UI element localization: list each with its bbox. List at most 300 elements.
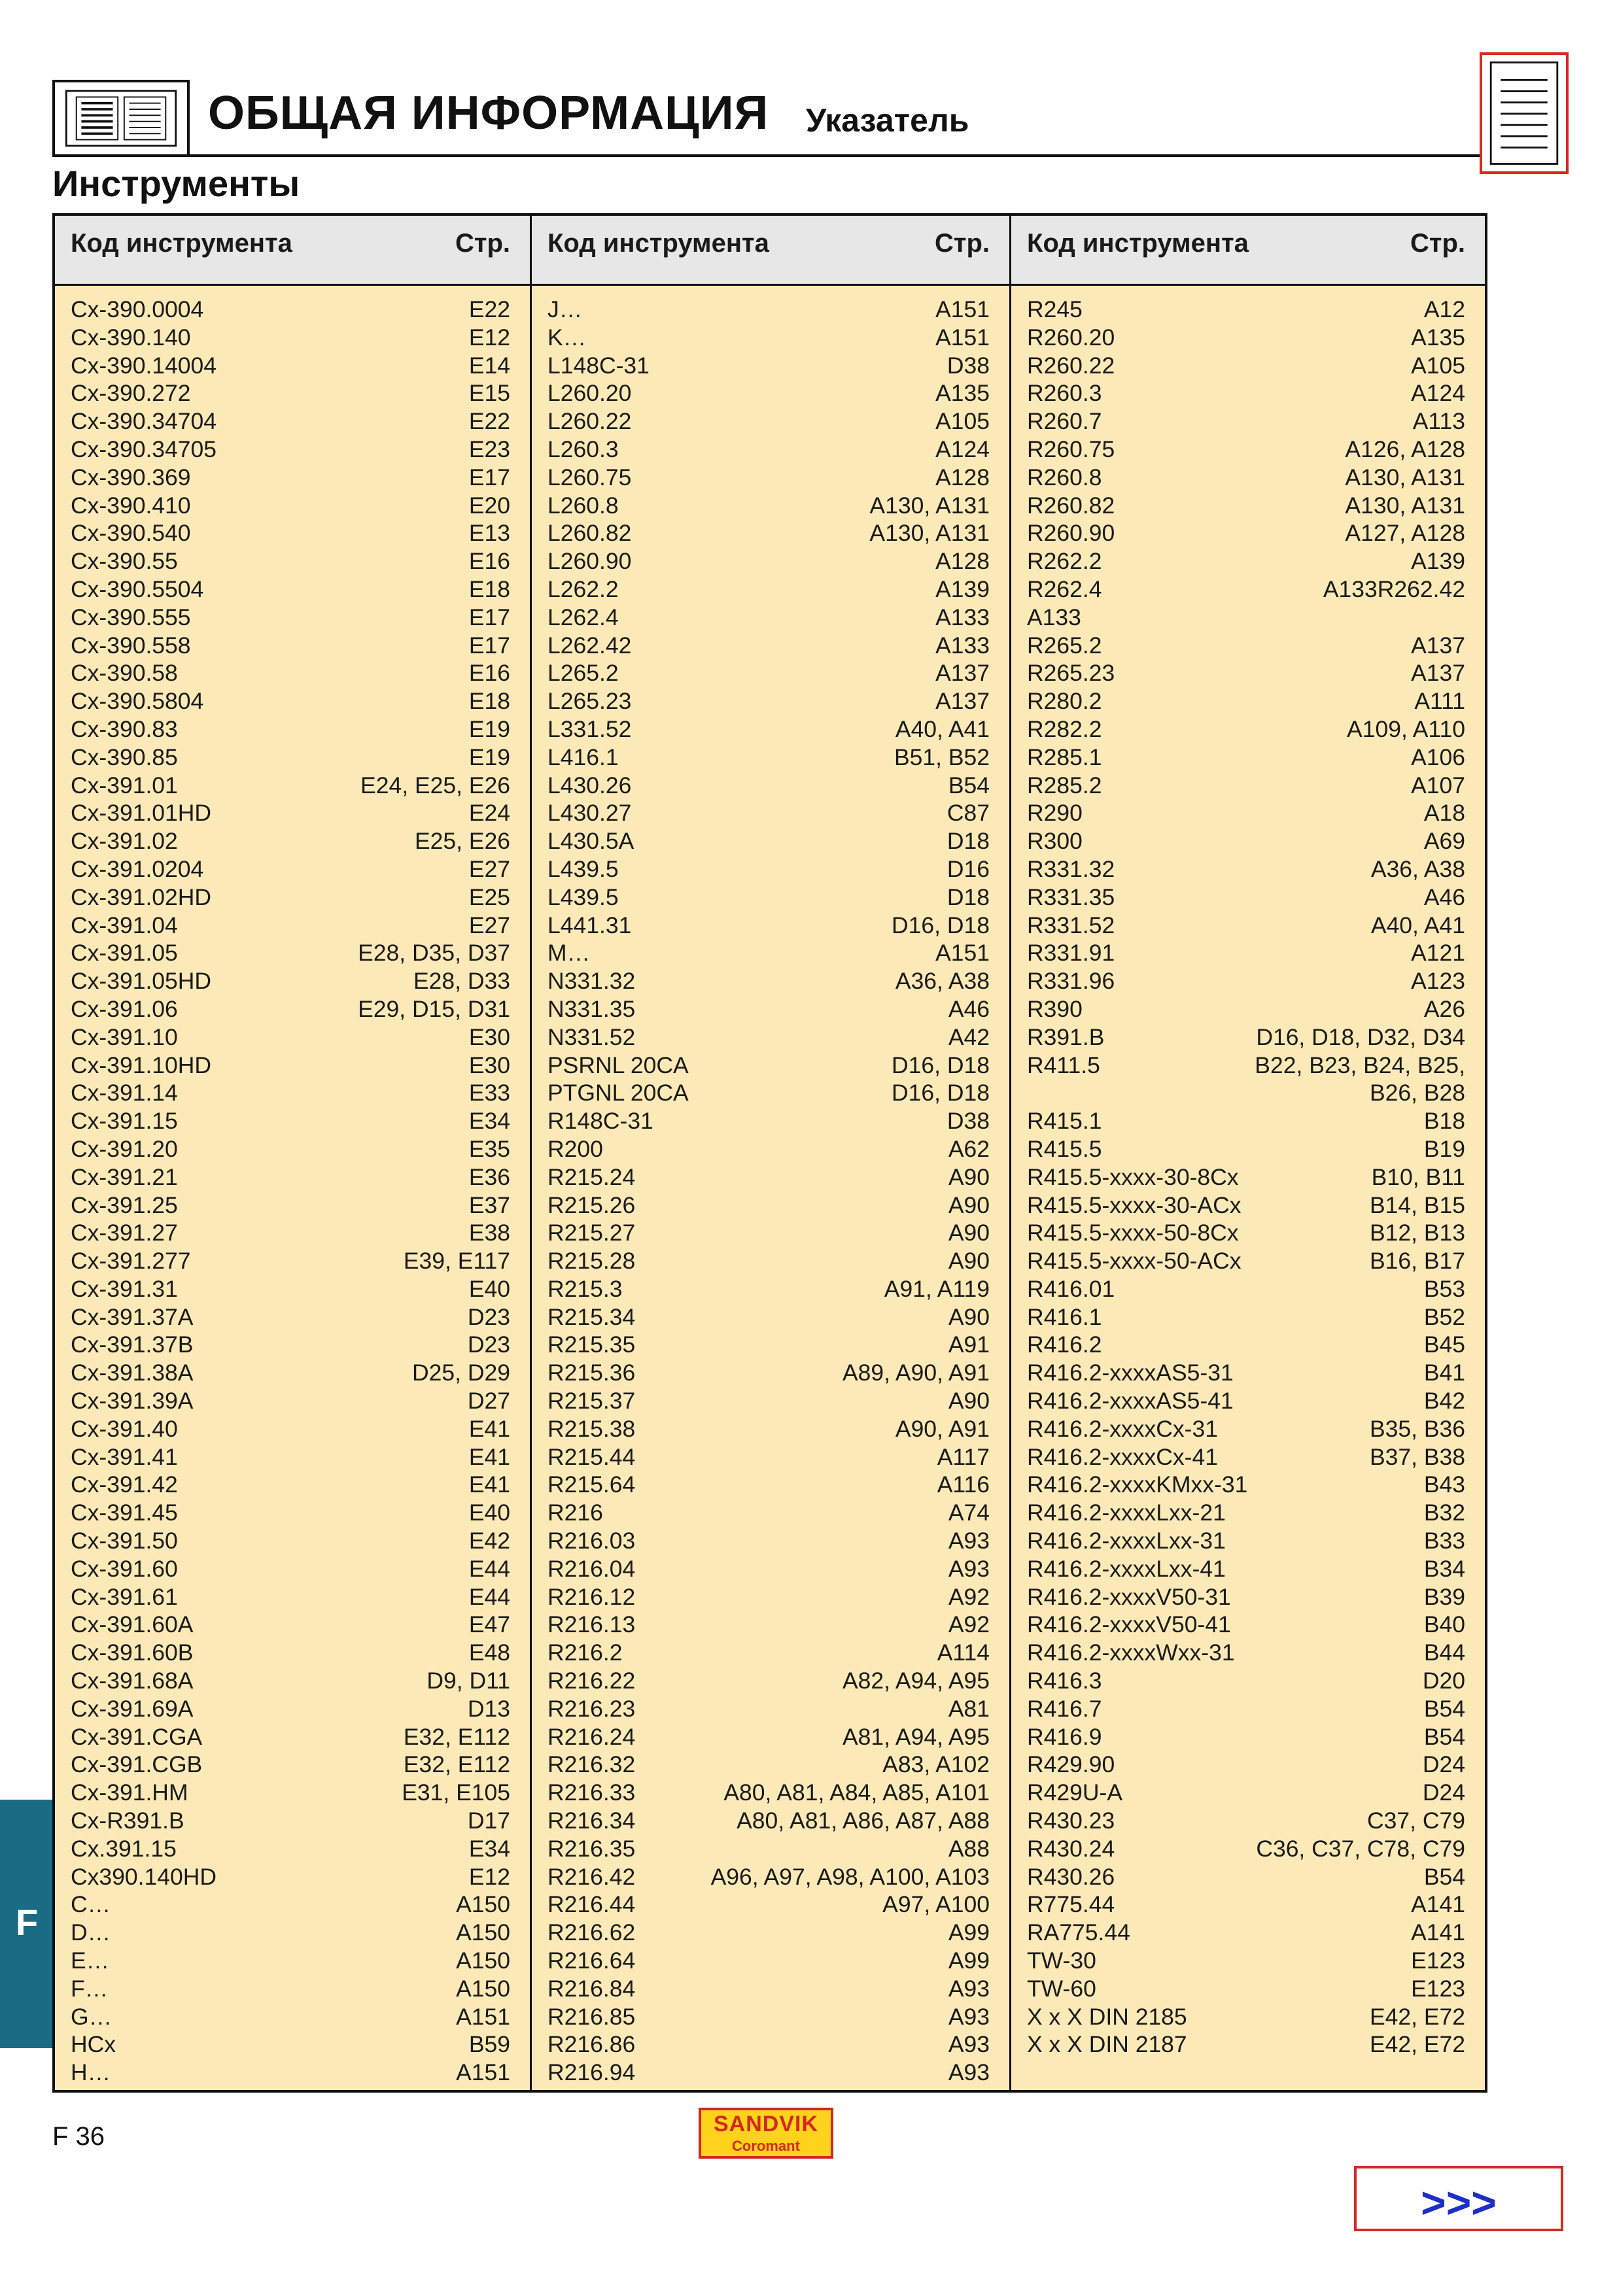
page-ref[interactable]: B42 xyxy=(1423,1388,1465,1414)
page-ref[interactable]: A117 xyxy=(937,1443,990,1470)
page-ref[interactable]: A93 xyxy=(948,1528,990,1554)
page-ref[interactable]: A133 xyxy=(935,604,990,630)
page-ref[interactable]: B54 xyxy=(1423,1863,1465,1890)
tool-code: L439.5 xyxy=(547,883,619,910)
index-row xyxy=(55,1359,530,1387)
tool-code: Cx-390.58 xyxy=(71,660,178,687)
index-row xyxy=(1011,575,1485,604)
page-ref[interactable]: D16 xyxy=(946,855,990,882)
page-ref[interactable]: B32 xyxy=(1423,1499,1465,1526)
tool-code: Cx.391.15 xyxy=(71,1835,177,1862)
page-ref[interactable]: A150 xyxy=(456,1975,510,2002)
page-ref[interactable]: E36 xyxy=(468,1163,510,1190)
page-ref[interactable]: A128 xyxy=(935,464,990,490)
page-ref[interactable]: A107 xyxy=(1411,772,1465,798)
index-row xyxy=(532,1135,1009,1163)
page-ref[interactable]: B22, B23, B24, B25, xyxy=(1255,1052,1465,1078)
page-ref[interactable]: E41 xyxy=(468,1415,510,1442)
index-row xyxy=(55,2003,530,2031)
index-row xyxy=(55,1499,530,1527)
page-ref[interactable]: A135 xyxy=(935,380,990,407)
page-ref[interactable]: E30 xyxy=(468,1052,510,1078)
page-ref[interactable]: A90 xyxy=(948,1191,990,1218)
index-row xyxy=(1011,1163,1485,1191)
page-ref[interactable]: A90 xyxy=(948,1248,990,1275)
page-ref[interactable]: E14 xyxy=(468,352,510,379)
index-row xyxy=(532,1443,1009,1471)
tool-code: Cx-390.83 xyxy=(71,715,178,742)
page-ref[interactable]: E16 xyxy=(468,548,510,575)
page-ref[interactable]: E27 xyxy=(468,855,510,882)
page-ref[interactable]: E19 xyxy=(468,744,510,770)
page-ref[interactable]: B33 xyxy=(1423,1528,1465,1554)
tool-code: R216.32 xyxy=(547,1751,636,1778)
page-ref[interactable]: E38 xyxy=(468,1220,510,1246)
tool-code: N331.35 xyxy=(547,995,636,1022)
tool-code: R216.2 xyxy=(547,1639,623,1666)
page-ref[interactable]: E123 xyxy=(1411,1947,1465,1974)
page-ref[interactable]: E35 xyxy=(468,1135,510,1162)
tool-code: Cx-391.61 xyxy=(71,1583,178,1610)
tool-code: R260.90 xyxy=(1027,520,1115,547)
page-ref[interactable]: B54 xyxy=(1423,1695,1465,1722)
tool-code: R215.3 xyxy=(547,1275,623,1302)
page-ref[interactable]: A124 xyxy=(935,436,990,462)
page-ref[interactable]: A137 xyxy=(1411,632,1465,659)
index-row xyxy=(532,1555,1009,1583)
page-ref[interactable]: A105 xyxy=(1411,352,1465,379)
page-ref[interactable]: D23 xyxy=(467,1303,510,1330)
page-ref[interactable]: A69 xyxy=(1423,828,1465,855)
document-icon[interactable] xyxy=(1480,52,1569,174)
index-row xyxy=(55,1275,530,1303)
page-ref[interactable]: E18 xyxy=(468,575,510,602)
page-ref[interactable]: E24 xyxy=(468,800,510,827)
tool-code: R216.44 xyxy=(547,1891,636,1918)
page-ref[interactable]: A46 xyxy=(948,995,990,1022)
page-ref[interactable]: B43 xyxy=(1423,1471,1465,1498)
page-ref[interactable]: A93 xyxy=(948,2003,990,2030)
index-row xyxy=(532,1667,1009,1695)
tool-code: R415.5-xxxx-30-ACx xyxy=(1027,1191,1242,1218)
tool-code: R216.04 xyxy=(547,1555,636,1582)
tool-code: R260.20 xyxy=(1027,324,1115,351)
page-ref[interactable]: E44 xyxy=(468,1583,510,1610)
page-ref[interactable]: E28, D33 xyxy=(413,968,510,995)
page-ref[interactable]: A113 xyxy=(1412,408,1465,435)
page-ref[interactable]: B59 xyxy=(468,2031,510,2058)
page-ref[interactable]: A133R262.42 xyxy=(1323,575,1465,602)
index-row xyxy=(1011,1415,1485,1443)
page-ref[interactable]: E12 xyxy=(468,1863,510,1890)
index-row xyxy=(55,1695,530,1723)
page-ref[interactable]: E27 xyxy=(468,912,510,938)
page-ref[interactable]: A114 xyxy=(937,1639,990,1666)
page-ref[interactable]: A90, A91 xyxy=(895,1415,990,1442)
page-ref[interactable]: E48 xyxy=(468,1639,510,1666)
page-ref[interactable]: A99 xyxy=(948,1919,990,1946)
page-ref[interactable]: A89, A90, A91 xyxy=(842,1360,990,1386)
index-row xyxy=(55,1135,530,1163)
page-ref[interactable]: E123 xyxy=(1411,1975,1465,2002)
page-ref[interactable]: B51, B52 xyxy=(894,744,990,770)
index-row xyxy=(1011,1975,1485,2003)
page-ref[interactable]: D38 xyxy=(946,352,990,379)
tool-code: R331.35 xyxy=(1027,883,1115,910)
page-ref[interactable]: A83, A102 xyxy=(882,1751,990,1778)
index-row xyxy=(55,1163,530,1191)
index-row xyxy=(1011,1079,1485,1107)
page-ref[interactable]: A130, A131 xyxy=(869,492,990,519)
page-ref[interactable]: E42, E72 xyxy=(1369,2031,1465,2058)
page-ref[interactable]: A151 xyxy=(456,2059,510,2086)
index-row xyxy=(55,1975,530,2003)
tool-code: R416.2-xxxxLxx-21 xyxy=(1027,1499,1226,1526)
index-row xyxy=(55,1023,530,1052)
page-ref[interactable]: A133 xyxy=(935,632,990,659)
tool-code: R415.5 xyxy=(1027,1135,1102,1162)
page-ref[interactable]: E34 xyxy=(468,1835,510,1862)
tool-code: R216.13 xyxy=(547,1611,636,1638)
page-ref[interactable]: E40 xyxy=(468,1499,510,1526)
tool-code: R215.44 xyxy=(547,1443,636,1470)
page-ref[interactable]: A150 xyxy=(456,1947,510,1974)
page-ref[interactable]: A124 xyxy=(1411,380,1465,407)
page-ref[interactable]: E17 xyxy=(468,632,510,659)
page-ref[interactable]: A42 xyxy=(948,1023,990,1050)
page-ref[interactable]: E30 xyxy=(468,1023,510,1050)
page-ref[interactable]: E32, E112 xyxy=(403,1751,510,1778)
page-ref[interactable]: A139 xyxy=(935,575,990,602)
page-ref[interactable]: D24 xyxy=(1422,1751,1465,1778)
page-ref[interactable]: D17 xyxy=(467,1808,510,1834)
index-row xyxy=(55,1835,530,1863)
page-ref[interactable]: E33 xyxy=(468,1080,510,1106)
page-ref[interactable]: E39, E117 xyxy=(403,1248,510,1275)
page-ref[interactable]: B54 xyxy=(1423,1723,1465,1750)
page-ref[interactable]: B26, B28 xyxy=(1369,1080,1465,1106)
tool-code: R245 xyxy=(1027,296,1083,322)
index-row xyxy=(1011,492,1485,520)
next-page-button[interactable] xyxy=(1354,2166,1563,2231)
page-ref[interactable]: A105 xyxy=(935,408,990,435)
page-ref[interactable]: A150 xyxy=(456,1891,510,1918)
index-row xyxy=(532,1052,1009,1080)
page-ref[interactable]: A99 xyxy=(948,1947,990,1974)
page-ref[interactable]: A93 xyxy=(948,2059,990,2086)
tool-code: R416.2-xxxxLxx-31 xyxy=(1027,1528,1226,1554)
page-ref[interactable]: A121 xyxy=(1411,940,1465,967)
index-row xyxy=(55,1667,530,1695)
title-divider xyxy=(190,154,1485,157)
tool-code: Cx-391.37B xyxy=(71,1331,194,1358)
page-ref[interactable]: E20 xyxy=(468,492,510,519)
page-ref[interactable]: E23 xyxy=(468,436,510,462)
page-ref[interactable]: E32, E112 xyxy=(403,1723,510,1750)
page-ref[interactable]: D16, D18 xyxy=(892,1052,990,1078)
page-ref[interactable]: A18 xyxy=(1423,800,1465,827)
page-ref[interactable]: A40, A41 xyxy=(1370,912,1465,938)
index-row xyxy=(532,1919,1009,1947)
header-code-label: Код инструмента xyxy=(547,229,769,258)
index-row xyxy=(1011,1023,1485,1052)
page-ref[interactable]: E42 xyxy=(468,1528,510,1554)
tool-code: Cx-390.5504 xyxy=(71,575,204,602)
page-ref[interactable]: E41 xyxy=(468,1443,510,1470)
page-ref[interactable]: E41 xyxy=(468,1471,510,1498)
tool-code: Cx-391.01 xyxy=(71,772,178,798)
page-ref[interactable]: D18 xyxy=(946,828,990,855)
tool-code: Cx-391.CGA xyxy=(71,1723,203,1750)
page-ref[interactable]: A141 xyxy=(1411,1891,1465,1918)
page-ref[interactable]: A130, A131 xyxy=(869,520,990,547)
index-row xyxy=(532,1079,1009,1107)
tool-code: R215.28 xyxy=(547,1248,636,1275)
page-ref[interactable]: E25 xyxy=(468,883,510,910)
index-row xyxy=(55,1191,530,1220)
index-row xyxy=(532,519,1009,547)
page-ref[interactable]: E15 xyxy=(468,380,510,407)
page-ref[interactable]: A97, A100 xyxy=(882,1891,990,1918)
page-ref[interactable]: E25, E26 xyxy=(414,828,510,855)
page-ref[interactable]: E29, D15, D31 xyxy=(358,995,510,1022)
page-ref[interactable]: A90 xyxy=(948,1163,990,1190)
page-ref[interactable]: A62 xyxy=(948,1135,990,1162)
index-row xyxy=(55,379,530,407)
tool-code: R411.5 xyxy=(1027,1052,1100,1078)
page-ref[interactable]: E22 xyxy=(468,408,510,435)
page-ref[interactable]: A36, A38 xyxy=(1370,855,1465,882)
tool-code: R216.84 xyxy=(547,1975,636,2002)
index-row xyxy=(55,1247,530,1275)
page-ref[interactable]: B37, B38 xyxy=(1369,1443,1465,1470)
index-row xyxy=(55,492,530,520)
tool-code: R260.7 xyxy=(1027,408,1102,435)
page-ref[interactable]: E28, D35, D37 xyxy=(358,940,510,967)
next-page-label: >>> xyxy=(1421,2178,1497,2227)
page-ref[interactable]: A111 xyxy=(1414,688,1465,715)
tool-code: R416.2-xxxxKMxx-31 xyxy=(1027,1471,1248,1498)
tool-code: R416.3 xyxy=(1027,1668,1102,1694)
page-ref[interactable]: A151 xyxy=(935,296,990,322)
index-row xyxy=(532,324,1009,352)
page-ref[interactable]: E12 xyxy=(468,324,510,351)
page-ref[interactable]: D16, D18, D32, D34 xyxy=(1256,1023,1465,1050)
index-row xyxy=(55,1611,530,1639)
page-ref[interactable]: D25, D29 xyxy=(412,1360,510,1386)
page-ref[interactable]: B54 xyxy=(948,772,990,798)
index-row xyxy=(532,1275,1009,1303)
tool-code: R416.2-xxxxAS5-31 xyxy=(1027,1360,1234,1386)
page-ref[interactable]: B45 xyxy=(1423,1331,1465,1358)
page-ref[interactable]: A81 xyxy=(948,1695,990,1722)
header-page-label: Стр. xyxy=(455,229,510,258)
header-code-label: Код инструмента xyxy=(1027,229,1249,258)
tool-code: L331.52 xyxy=(547,715,632,742)
page-ref[interactable]: D23 xyxy=(467,1331,510,1358)
page-ref[interactable]: D38 xyxy=(946,1108,990,1135)
index-row xyxy=(55,1863,530,1891)
page-ref[interactable]: B35, B36 xyxy=(1369,1415,1465,1442)
page-ref[interactable]: A93 xyxy=(948,1975,990,2002)
page-ref[interactable]: B44 xyxy=(1423,1639,1465,1666)
page-ref[interactable]: B14, B15 xyxy=(1369,1191,1465,1218)
index-row xyxy=(55,799,530,827)
page-ref[interactable]: B40 xyxy=(1423,1611,1465,1638)
page-ref[interactable]: A92 xyxy=(948,1611,990,1638)
page-ref[interactable]: D16, D18 xyxy=(892,912,990,938)
tool-code: X x X DIN 2187 xyxy=(1027,2031,1187,2058)
tool-code: TW-30 xyxy=(1027,1947,1096,1974)
tool-code: Cx-391.277 xyxy=(71,1248,191,1275)
page-ref[interactable]: B19 xyxy=(1423,1135,1465,1162)
index-row xyxy=(1011,687,1485,715)
page-ref[interactable]: A96, A97, A98, A100, A103 xyxy=(710,1863,990,1890)
page-ref[interactable]: A130, A131 xyxy=(1345,464,1465,490)
page-ref[interactable]: A137 xyxy=(935,688,990,715)
page-ref[interactable]: A88 xyxy=(948,1835,990,1862)
index-row xyxy=(532,687,1009,715)
tool-code: R215.24 xyxy=(547,1163,636,1190)
tool-code: R416.2-xxxxCx-41 xyxy=(1027,1443,1218,1470)
tool-code: R216.86 xyxy=(547,2031,636,2058)
index-row xyxy=(55,1891,530,1919)
index-row xyxy=(55,1303,530,1331)
page-ref[interactable]: A150 xyxy=(456,1919,510,1946)
page-ref[interactable]: A92 xyxy=(948,1583,990,1610)
tool-code: Cx-391.05HD xyxy=(71,968,212,995)
page-ref[interactable]: A80, A81, A86, A87, A88 xyxy=(737,1808,990,1834)
page-ref[interactable]: E37 xyxy=(468,1191,510,1218)
page-ref[interactable]: A135 xyxy=(1411,324,1465,351)
index-row xyxy=(532,2030,1009,2059)
page-ref[interactable]: A128 xyxy=(935,548,990,575)
page-ref[interactable]: B34 xyxy=(1423,1555,1465,1582)
page-ref[interactable]: B53 xyxy=(1423,1275,1465,1302)
index-row xyxy=(55,1331,530,1359)
page-ref[interactable]: A141 xyxy=(1411,1919,1465,1946)
page-ref[interactable]: A109, A110 xyxy=(1347,715,1465,742)
page-ref[interactable]: B52 xyxy=(1423,1303,1465,1330)
index-row xyxy=(532,1891,1009,1919)
index-row xyxy=(1011,1052,1485,1080)
page-ref[interactable]: A82, A94, A95 xyxy=(842,1668,990,1694)
page-ref[interactable]: A93 xyxy=(948,1555,990,1582)
page-ref[interactable]: A116 xyxy=(937,1471,990,1498)
page-ref[interactable]: E34 xyxy=(468,1108,510,1135)
page-ref[interactable]: E19 xyxy=(468,715,510,742)
index-row xyxy=(1011,1863,1485,1891)
page-ref[interactable]: E17 xyxy=(468,604,510,630)
tool-code: R148C-31 xyxy=(547,1108,653,1135)
page-ref[interactable]: A81, A94, A95 xyxy=(842,1723,990,1750)
page-ref[interactable]: A91 xyxy=(948,1331,990,1358)
page-ref[interactable]: D16, D18 xyxy=(892,1080,990,1106)
page-ref[interactable]: A80, A81, A84, A85, A101 xyxy=(723,1779,990,1806)
index-row xyxy=(1011,324,1485,352)
page-ref[interactable]: A123 xyxy=(1411,968,1465,995)
page-ref[interactable]: A130, A131 xyxy=(1345,492,1465,519)
page-ref[interactable]: A90 xyxy=(948,1303,990,1330)
page-ref[interactable]: E22 xyxy=(468,296,510,322)
page-ref[interactable]: A126, A128 xyxy=(1345,436,1465,462)
index-row xyxy=(532,604,1009,632)
page-ref[interactable]: C36, C37, C78, C79 xyxy=(1256,1835,1465,1862)
tool-code: J… xyxy=(547,296,583,322)
page-ref[interactable]: E18 xyxy=(468,688,510,715)
index-row xyxy=(532,1583,1009,1611)
index-row xyxy=(1011,939,1485,967)
page-ref[interactable]: A106 xyxy=(1411,744,1465,770)
index-row xyxy=(1011,1191,1485,1220)
page-ref[interactable]: A90 xyxy=(948,1220,990,1246)
page-ref[interactable]: A151 xyxy=(935,324,990,351)
tool-code: Cx-391.69A xyxy=(71,1695,194,1722)
page-ref[interactable]: A40, A41 xyxy=(895,715,990,742)
page-ref[interactable]: B16, B17 xyxy=(1369,1248,1465,1275)
page-ref[interactable]: A137 xyxy=(935,660,990,687)
page-ref[interactable]: C37, C79 xyxy=(1367,1808,1465,1834)
page-ref[interactable]: A12 xyxy=(1423,296,1465,322)
page-ref[interactable]: E31, E105 xyxy=(402,1779,510,1806)
page-ref[interactable]: A139 xyxy=(1411,548,1465,575)
page-ref[interactable]: E13 xyxy=(468,520,510,547)
page-ref[interactable]: A46 xyxy=(1423,883,1465,910)
page-ref[interactable]: A74 xyxy=(948,1499,990,1526)
page-ref[interactable]: B12, B13 xyxy=(1369,1220,1465,1246)
header-page-label: Стр. xyxy=(934,229,990,258)
page-ref[interactable]: A151 xyxy=(935,940,990,967)
page-ref[interactable]: D13 xyxy=(467,1695,510,1722)
page-ref[interactable]: A90 xyxy=(948,1388,990,1414)
page-ref[interactable]: A151 xyxy=(456,2003,510,2030)
page-ref[interactable]: A127, A128 xyxy=(1345,520,1465,547)
tool-code: Cx-391.HM xyxy=(71,1779,188,1806)
index-row xyxy=(532,1499,1009,1527)
page-ref[interactable]: B39 xyxy=(1423,1583,1465,1610)
tool-code: L441.31 xyxy=(547,912,632,938)
page-ref[interactable]: B18 xyxy=(1423,1108,1465,1135)
tool-code: Cx-390.55 xyxy=(71,548,178,575)
page-ref[interactable]: A137 xyxy=(1411,660,1465,687)
page-ref[interactable]: D9, D11 xyxy=(426,1668,510,1694)
page-ref[interactable]: E44 xyxy=(468,1555,510,1582)
index-row xyxy=(532,1107,1009,1135)
page-ref[interactable]: D20 xyxy=(1422,1668,1465,1694)
index-row xyxy=(532,632,1009,660)
page-ref[interactable]: D27 xyxy=(467,1388,510,1414)
tool-code: R416.2-xxxxAS5-41 xyxy=(1027,1388,1234,1414)
page-ref[interactable]: E16 xyxy=(468,660,510,687)
page-ref[interactable]: E40 xyxy=(468,1275,510,1302)
page-ref[interactable]: E17 xyxy=(468,464,510,490)
page-ref[interactable]: D24 xyxy=(1422,1779,1465,1806)
index-row xyxy=(532,1247,1009,1275)
page-ref[interactable]: B41 xyxy=(1423,1360,1465,1386)
tool-code: R429U-A xyxy=(1027,1779,1123,1806)
page-ref[interactable]: E42, E72 xyxy=(1369,2003,1465,2030)
page-ref[interactable]: E47 xyxy=(468,1611,510,1638)
page-ref[interactable]: A36, A38 xyxy=(895,968,990,995)
page-ref[interactable]: A93 xyxy=(948,2031,990,2058)
page-ref[interactable]: B10, B11 xyxy=(1371,1163,1465,1190)
page-ref[interactable]: A91, A119 xyxy=(884,1275,990,1302)
page-ref[interactable]: C87 xyxy=(946,800,990,827)
page-ref[interactable]: D18 xyxy=(946,883,990,910)
section-tab[interactable] xyxy=(0,1800,52,2048)
page-ref[interactable]: A26 xyxy=(1423,995,1465,1022)
page-ref[interactable]: E24, E25, E26 xyxy=(360,772,510,798)
